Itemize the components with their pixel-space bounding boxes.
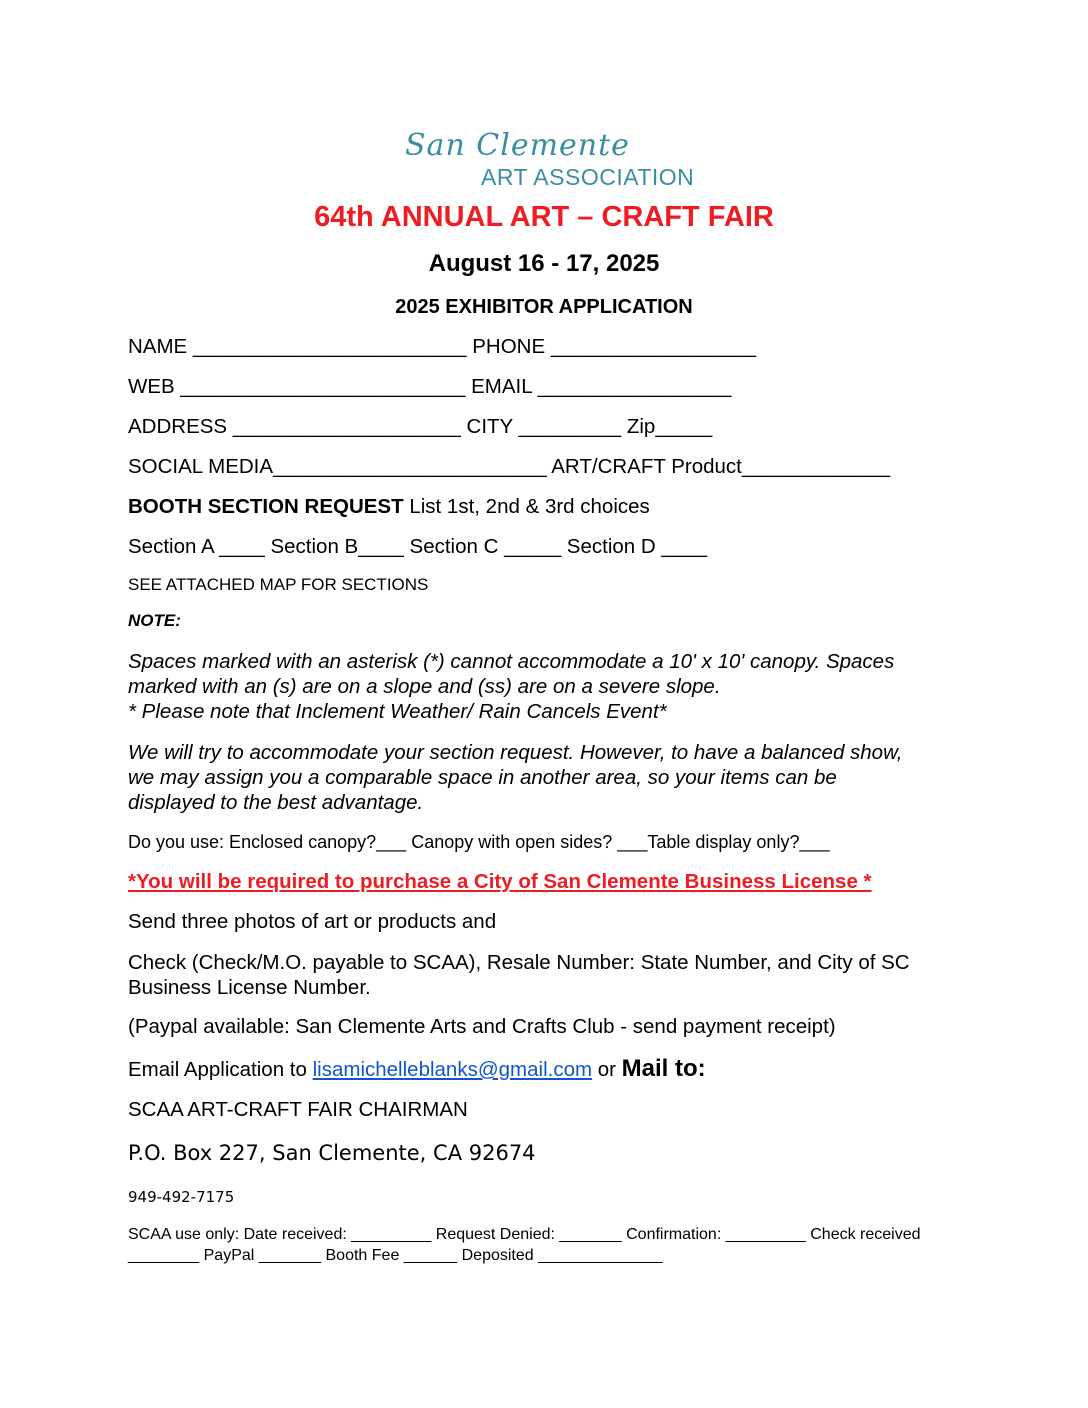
logo-subtitle: ART ASSOCIATION xyxy=(481,164,695,190)
note-para1-line2: marked with an (s) are on a slope and (ss) are on a severe slope. xyxy=(128,675,721,698)
note-para1-line3: * Please note that Inclement Weather/ Rain Cancels Event* xyxy=(128,700,667,723)
business-license-notice: *You will be required to purchase a City of San Clemente Business License * xyxy=(128,870,872,893)
check-instruction-line2: Business License Number. xyxy=(128,976,371,999)
check-instruction-line1: Check (Check/M.O. payable to SCAA), Resale Number: State Number, and City of SC xyxy=(128,951,910,974)
paypal-instruction: (Paypal available: San Clemente Arts and Crafts Club - send payment receipt) xyxy=(128,1015,836,1038)
note-para2-line1: We will try to accommodate your section request. However, to have a balanced show, xyxy=(128,741,903,764)
fair-chairman: SCAA ART-CRAFT FAIR CHAIRMAN xyxy=(128,1098,468,1121)
san-clemente-art-association-logo xyxy=(405,128,695,190)
booth-section-request xyxy=(128,495,650,519)
page-title: 64th ANNUAL ART – CRAFT FAIR xyxy=(314,201,774,233)
note-para2-line2: we may assign you a comparable space in another area, so your items can be xyxy=(128,766,837,789)
mailing-address: P.O. Box 227, San Clemente, CA 92674 xyxy=(128,1141,536,1165)
name-phone-line: NAME ________________________ PHONE __________________ xyxy=(128,335,757,358)
email-or: or xyxy=(592,1058,622,1081)
photos-instruction: Send three photos of art or products and xyxy=(128,910,497,933)
address-city-zip-line: ADDRESS ____________________ CITY _________ Zip_____ xyxy=(128,415,713,438)
office-use-line1: SCAA use only: Date received: _________ Request Denied: _______ Confirmation: _________ Check received xyxy=(128,1226,921,1243)
note-para2-line3: displayed to the best advantage. xyxy=(128,791,424,814)
canopy-question: Do you use: Enclosed canopy?___ Canopy with open sides? ___Table display only?___ xyxy=(128,832,830,852)
map-note: SEE ATTACHED MAP FOR SECTIONS xyxy=(128,575,429,594)
office-use-footer xyxy=(128,1224,938,1266)
note-paragraph-slopes xyxy=(128,649,958,724)
email-application-line xyxy=(128,1055,706,1083)
social-media-product-line: SOCIAL MEDIA________________________ ART/CRAFT Product_____________ xyxy=(128,455,891,478)
office-use-line2: ________ PayPal _______ Booth Fee ______ Deposited ______________ xyxy=(128,1247,663,1264)
note-paragraph-accommodate xyxy=(128,740,958,815)
web-email-line: WEB _________________________ EMAIL _________________ xyxy=(128,375,732,398)
application-subtitle: 2025 EXHIBITOR APPLICATION xyxy=(395,296,693,318)
contact-phone: 949-492-7175 xyxy=(128,1188,235,1206)
mail-to-label: Mail to: xyxy=(621,1055,706,1082)
email-prefix: Email Application to xyxy=(128,1058,313,1081)
section-choices-line: Section A ____ Section B____ Section C _____ Section D ____ xyxy=(128,535,707,558)
check-instruction xyxy=(128,950,958,1000)
logo-script-text: San Clemente xyxy=(405,128,630,163)
note-label: NOTE: xyxy=(128,611,181,630)
email-link[interactable]: lisamichelleblanks@gmail.com xyxy=(312,1058,593,1081)
note-para1-line1: Spaces marked with an asterisk (*) cannot accommodate a 10' x 10' canopy. Spaces xyxy=(128,650,895,673)
booth-section-choices: List 1st, 2nd & 3rd choices xyxy=(403,495,650,518)
event-dates: August 16 - 17, 2025 xyxy=(428,250,660,277)
booth-section-heading: BOOTH SECTION REQUEST xyxy=(128,495,404,518)
